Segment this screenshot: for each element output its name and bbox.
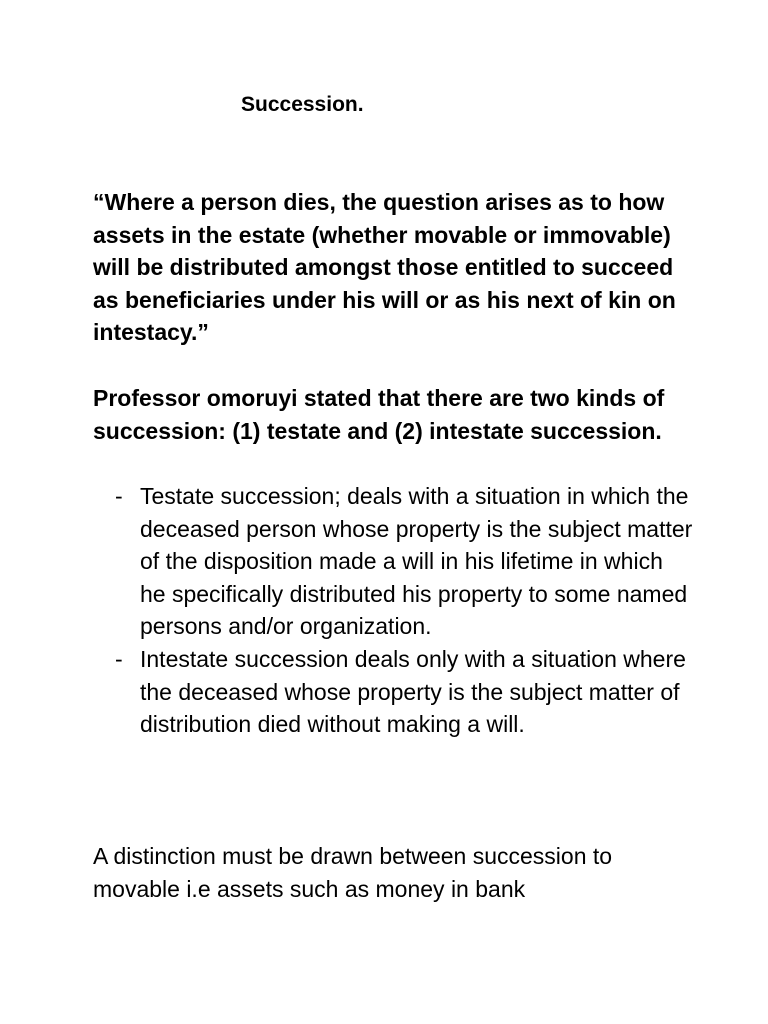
intro-paragraph: Professor omoruyi stated that there are two kinds of succession: (1) testate and (2) intestate succession. xyxy=(93,385,665,444)
list-dash-marker: - xyxy=(115,483,123,509)
list-item-intestate xyxy=(93,643,693,741)
opening-quote: “Where a person dies, the question arises as to how assets in the estate (whether movable or immovable) will be distributed amongst those entitled to succeed as beneficiaries under his will or as his next of kin on intestacy.” xyxy=(93,189,676,346)
list-item-text: Testate succession; deals with a situation in which the deceased person whose property is the subject matter of the disposition made a will in his lifetime in which he specifically distributed his property to some named persons and/or organization. xyxy=(140,483,693,640)
document-title: Succession. xyxy=(241,93,364,116)
closing-paragraph: A distinction must be drawn between succession to movable i.e assets such as money in bank xyxy=(93,843,613,902)
list-item-text: Intestate succession deals only with a situation where the deceased whose property is the subject matter of distribution died without making a will. xyxy=(140,645,686,738)
succession-types-list xyxy=(93,480,693,741)
list-dash-marker: - xyxy=(115,645,123,672)
list-item-testate xyxy=(93,480,693,643)
